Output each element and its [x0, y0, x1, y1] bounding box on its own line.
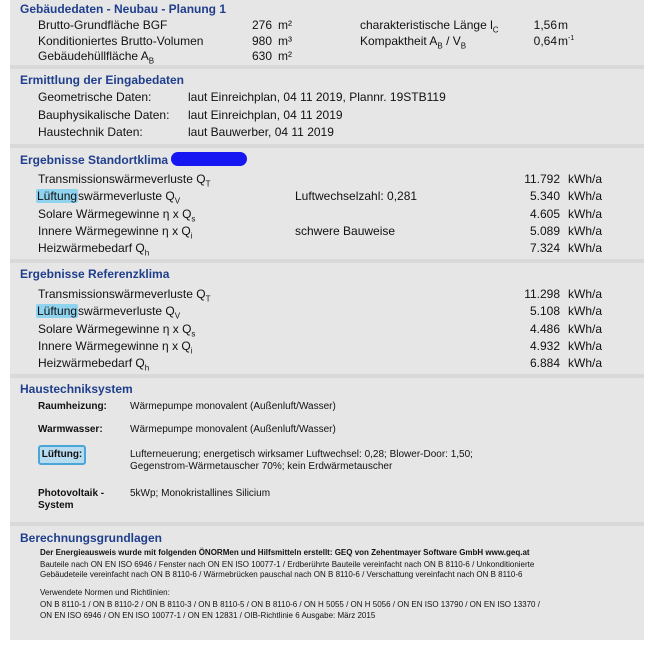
- calculation-basis-section: [10, 526, 644, 640]
- site-climate-section: [10, 148, 644, 259]
- hvac-value: laut Bauwerber, 04 11 2019: [188, 125, 334, 139]
- input-data-section: [10, 69, 644, 144]
- site-solar-unit: kWh/a: [568, 207, 603, 221]
- redacted-location-mark: [171, 152, 247, 166]
- compactness-unit-text: m: [558, 34, 568, 48]
- ref-heating-demand-sub: h: [144, 363, 150, 373]
- ref-ventilation-unit: kWh/a: [568, 304, 603, 318]
- building-services-title: Haustechniksystem: [20, 382, 133, 396]
- ref-heating-demand-unit: kWh/a: [568, 356, 603, 370]
- char-length-sub: C: [492, 25, 499, 35]
- calculation-basis-title: Berechnungsgrundlagen: [20, 531, 163, 545]
- site-construction-note: schwere Bauweise: [295, 224, 396, 238]
- pv-value: 5kWp; Monokristallines Silicium: [130, 488, 271, 499]
- site-ventilation-unit: kWh/a: [568, 189, 603, 203]
- compactness-unit-sup: -1: [568, 35, 575, 42]
- building-data-section: [10, 0, 644, 65]
- physics-label: Bauphysikalische Daten:: [38, 108, 170, 122]
- ref-internal-text: Innere Wärmegewinne η x Q: [38, 339, 191, 353]
- ref-ventilation-label: [36, 304, 180, 320]
- ref-transmission-text: Transmissionswärmeverluste Q: [38, 287, 206, 301]
- char-length-text: charakteristische Länge l: [360, 18, 493, 32]
- compactness-value: 0,64: [533, 34, 557, 48]
- basis-line-5: ON EN ISO 6946 / ON EN ISO 10077-1 / ON EN 12831 / OIB-Richtlinie 6 Ausgabe: März 2015: [40, 611, 376, 620]
- space-heating-label: Raumheizung:: [38, 401, 107, 412]
- ref-transmission-value: 11.298: [524, 287, 560, 301]
- site-internal-unit: kWh/a: [568, 224, 603, 238]
- site-climate-title: [20, 152, 247, 167]
- site-heating-demand-sub: h: [144, 248, 150, 258]
- ref-solar-value: 4.486: [529, 322, 560, 336]
- ref-transmission-sub: T: [205, 294, 211, 304]
- ref-heating-demand-text: Heizwärmebedarf Q: [38, 356, 145, 370]
- site-solar-text: Solare Wärmegewinne η x Q: [38, 207, 192, 221]
- site-climate-title-text: Ergebnisse Standortklima: [20, 153, 169, 167]
- bgf-unit: m²: [278, 18, 292, 32]
- ref-ventilation-value: 5.108: [529, 304, 560, 318]
- ref-ventilation-highlight: Lüftung: [37, 304, 78, 318]
- volume-label: Konditioniertes Brutto-Volumen: [38, 34, 204, 48]
- basis-line-2: Gebäudeteile vereinfacht nach ON B 8110-6 / Wärmebrücken pauschal nach ON B 8110-6 / Verschattung vereinfacht nach ON B 8110-6: [40, 570, 523, 579]
- envelope-area-sub: B: [148, 56, 155, 66]
- energy-certificate-page: [10, 0, 644, 640]
- site-internal-value: 5.089: [529, 224, 560, 238]
- ventilation-line-1: Lufterneuerung; energetisch wirksamer Luftwechsel: 0,28; Blower-Door: 1,50;: [130, 449, 473, 460]
- ventilation-line-2: Gegenstrom-Wärmetauscher 70%; kein Erdwärmetauscher: [130, 461, 393, 472]
- geometry-label: Geometrische Daten:: [38, 90, 152, 104]
- pv-label-line-1: Photovoltaik -: [38, 488, 105, 499]
- char-length-unit: m: [558, 18, 568, 32]
- ref-solar-text: Solare Wärmegewinne η x Q: [38, 322, 192, 336]
- site-transmission-sub: T: [205, 179, 211, 189]
- reference-climate-section: [10, 263, 644, 374]
- site-internal-text: Innere Wärmegewinne η x Q: [38, 224, 191, 238]
- site-ventilation-text: swärmeverluste Q: [78, 189, 175, 203]
- ref-solar-sub: s: [191, 329, 196, 339]
- site-solar-label: [38, 207, 195, 223]
- bgf-label: Brutto-Grundfläche BGF: [38, 18, 168, 32]
- compactness-label: [360, 34, 466, 50]
- ref-ventilation-text: swärmeverluste Q: [78, 304, 175, 318]
- ref-transmission-label: [38, 287, 211, 303]
- hot-water-value: Wärmepumpe monovalent (Außenluft/Wasser): [130, 424, 336, 435]
- site-heating-demand-value: 7.324: [529, 241, 560, 255]
- site-ventilation-value: 5.340: [529, 189, 560, 203]
- site-transmission-unit: kWh/a: [568, 172, 603, 186]
- ref-internal-value: 4.932: [529, 339, 560, 353]
- ventilation-button[interactable]: Lüftung:: [38, 445, 86, 465]
- compactness-sub-1: B: [437, 41, 443, 51]
- basis-bold-line: Der Energieausweis wurde mit folgenden ÖNORMen und Hilfsmitteln erstellt: GEQ von Zehentmayer Software GmbH www.geq.at: [40, 548, 530, 557]
- ref-internal-sub: i: [190, 346, 193, 356]
- site-air-change-note: Luftwechselzahl: 0,281: [295, 189, 418, 203]
- pv-label-line-2: System: [38, 500, 74, 511]
- space-heating-value: Wärmepumpe monovalent (Außenluft/Wasser): [130, 401, 336, 412]
- site-ventilation-label: [36, 189, 180, 205]
- site-heating-demand-unit: kWh/a: [568, 241, 603, 255]
- site-internal-label: [38, 224, 193, 240]
- site-solar-sub: s: [191, 214, 196, 224]
- ref-heating-demand-label: [38, 356, 149, 372]
- site-transmission-text: Transmissionswärmeverluste Q: [38, 172, 206, 186]
- basis-line-1: Bauteile nach ON EN ISO 6946 / Fenster nach ON EN ISO 10077-1 / Erdberührte Bauteile vereinfacht nach ON B 8110-6 / Unkonditionierte: [40, 560, 535, 569]
- site-transmission-label: [38, 172, 211, 188]
- ventilation-highlight: Lüftung: [37, 189, 78, 203]
- envelope-area-value: 630: [251, 49, 272, 63]
- ref-transmission-unit: kWh/a: [568, 287, 603, 301]
- ref-solar-label: [38, 322, 195, 338]
- site-ventilation-sub: V: [174, 196, 181, 206]
- hot-water-label: Warmwasser:: [38, 424, 103, 435]
- compactness-sub-2: B: [460, 41, 467, 51]
- envelope-area-label: [38, 49, 154, 65]
- ref-solar-unit: kWh/a: [568, 322, 603, 336]
- ref-internal-unit: kWh/a: [568, 339, 603, 353]
- basis-line-3: Verwendete Normen und Richtlinien:: [40, 588, 170, 597]
- ref-ventilation-sub: V: [174, 311, 181, 321]
- volume-value: 980: [251, 34, 272, 48]
- building-data-title: Gebäudedaten - Neubau - Planung 1: [20, 2, 227, 16]
- compactness-text: Kompaktheit A: [360, 34, 438, 48]
- building-services-section: [10, 378, 644, 522]
- volume-unit: m³: [278, 34, 292, 48]
- envelope-area-unit: m²: [278, 49, 292, 63]
- envelope-area-text: Gebäudehüllfläche A: [38, 49, 149, 63]
- site-heating-demand-label: [38, 241, 149, 257]
- site-internal-sub: i: [190, 231, 193, 241]
- input-data-title: Ermittlung der Eingabedaten: [20, 73, 185, 87]
- physics-value: laut Einreichplan, 04 11 2019: [188, 108, 343, 122]
- char-length-label: [360, 18, 499, 34]
- bgf-value: 276: [251, 18, 272, 32]
- site-solar-value: 4.605: [529, 207, 560, 221]
- ref-internal-label: [38, 339, 193, 355]
- compactness-mid: / V: [442, 34, 461, 48]
- char-length-value: 1,56: [533, 18, 557, 32]
- basis-line-4: ON B 8110-1 / ON B 8110-2 / ON B 8110-3 / ON B 8110-5 / ON B 8110-6 / ON H 5055 / ON H 5056 / ON EN ISO 13790 / ON EN ISO 13370 /: [40, 600, 540, 609]
- compactness-unit: [558, 34, 574, 48]
- site-heating-demand-text: Heizwärmebedarf Q: [38, 241, 145, 255]
- geometry-value: laut Einreichplan, 04 11 2019, Plannr. 19STB119: [188, 90, 446, 104]
- reference-climate-title: Ergebnisse Referenzklima: [20, 267, 170, 281]
- site-transmission-value: 11.792: [524, 172, 560, 186]
- ref-heating-demand-value: 6.884: [529, 356, 560, 370]
- hvac-label: Haustechnik Daten:: [38, 125, 143, 139]
